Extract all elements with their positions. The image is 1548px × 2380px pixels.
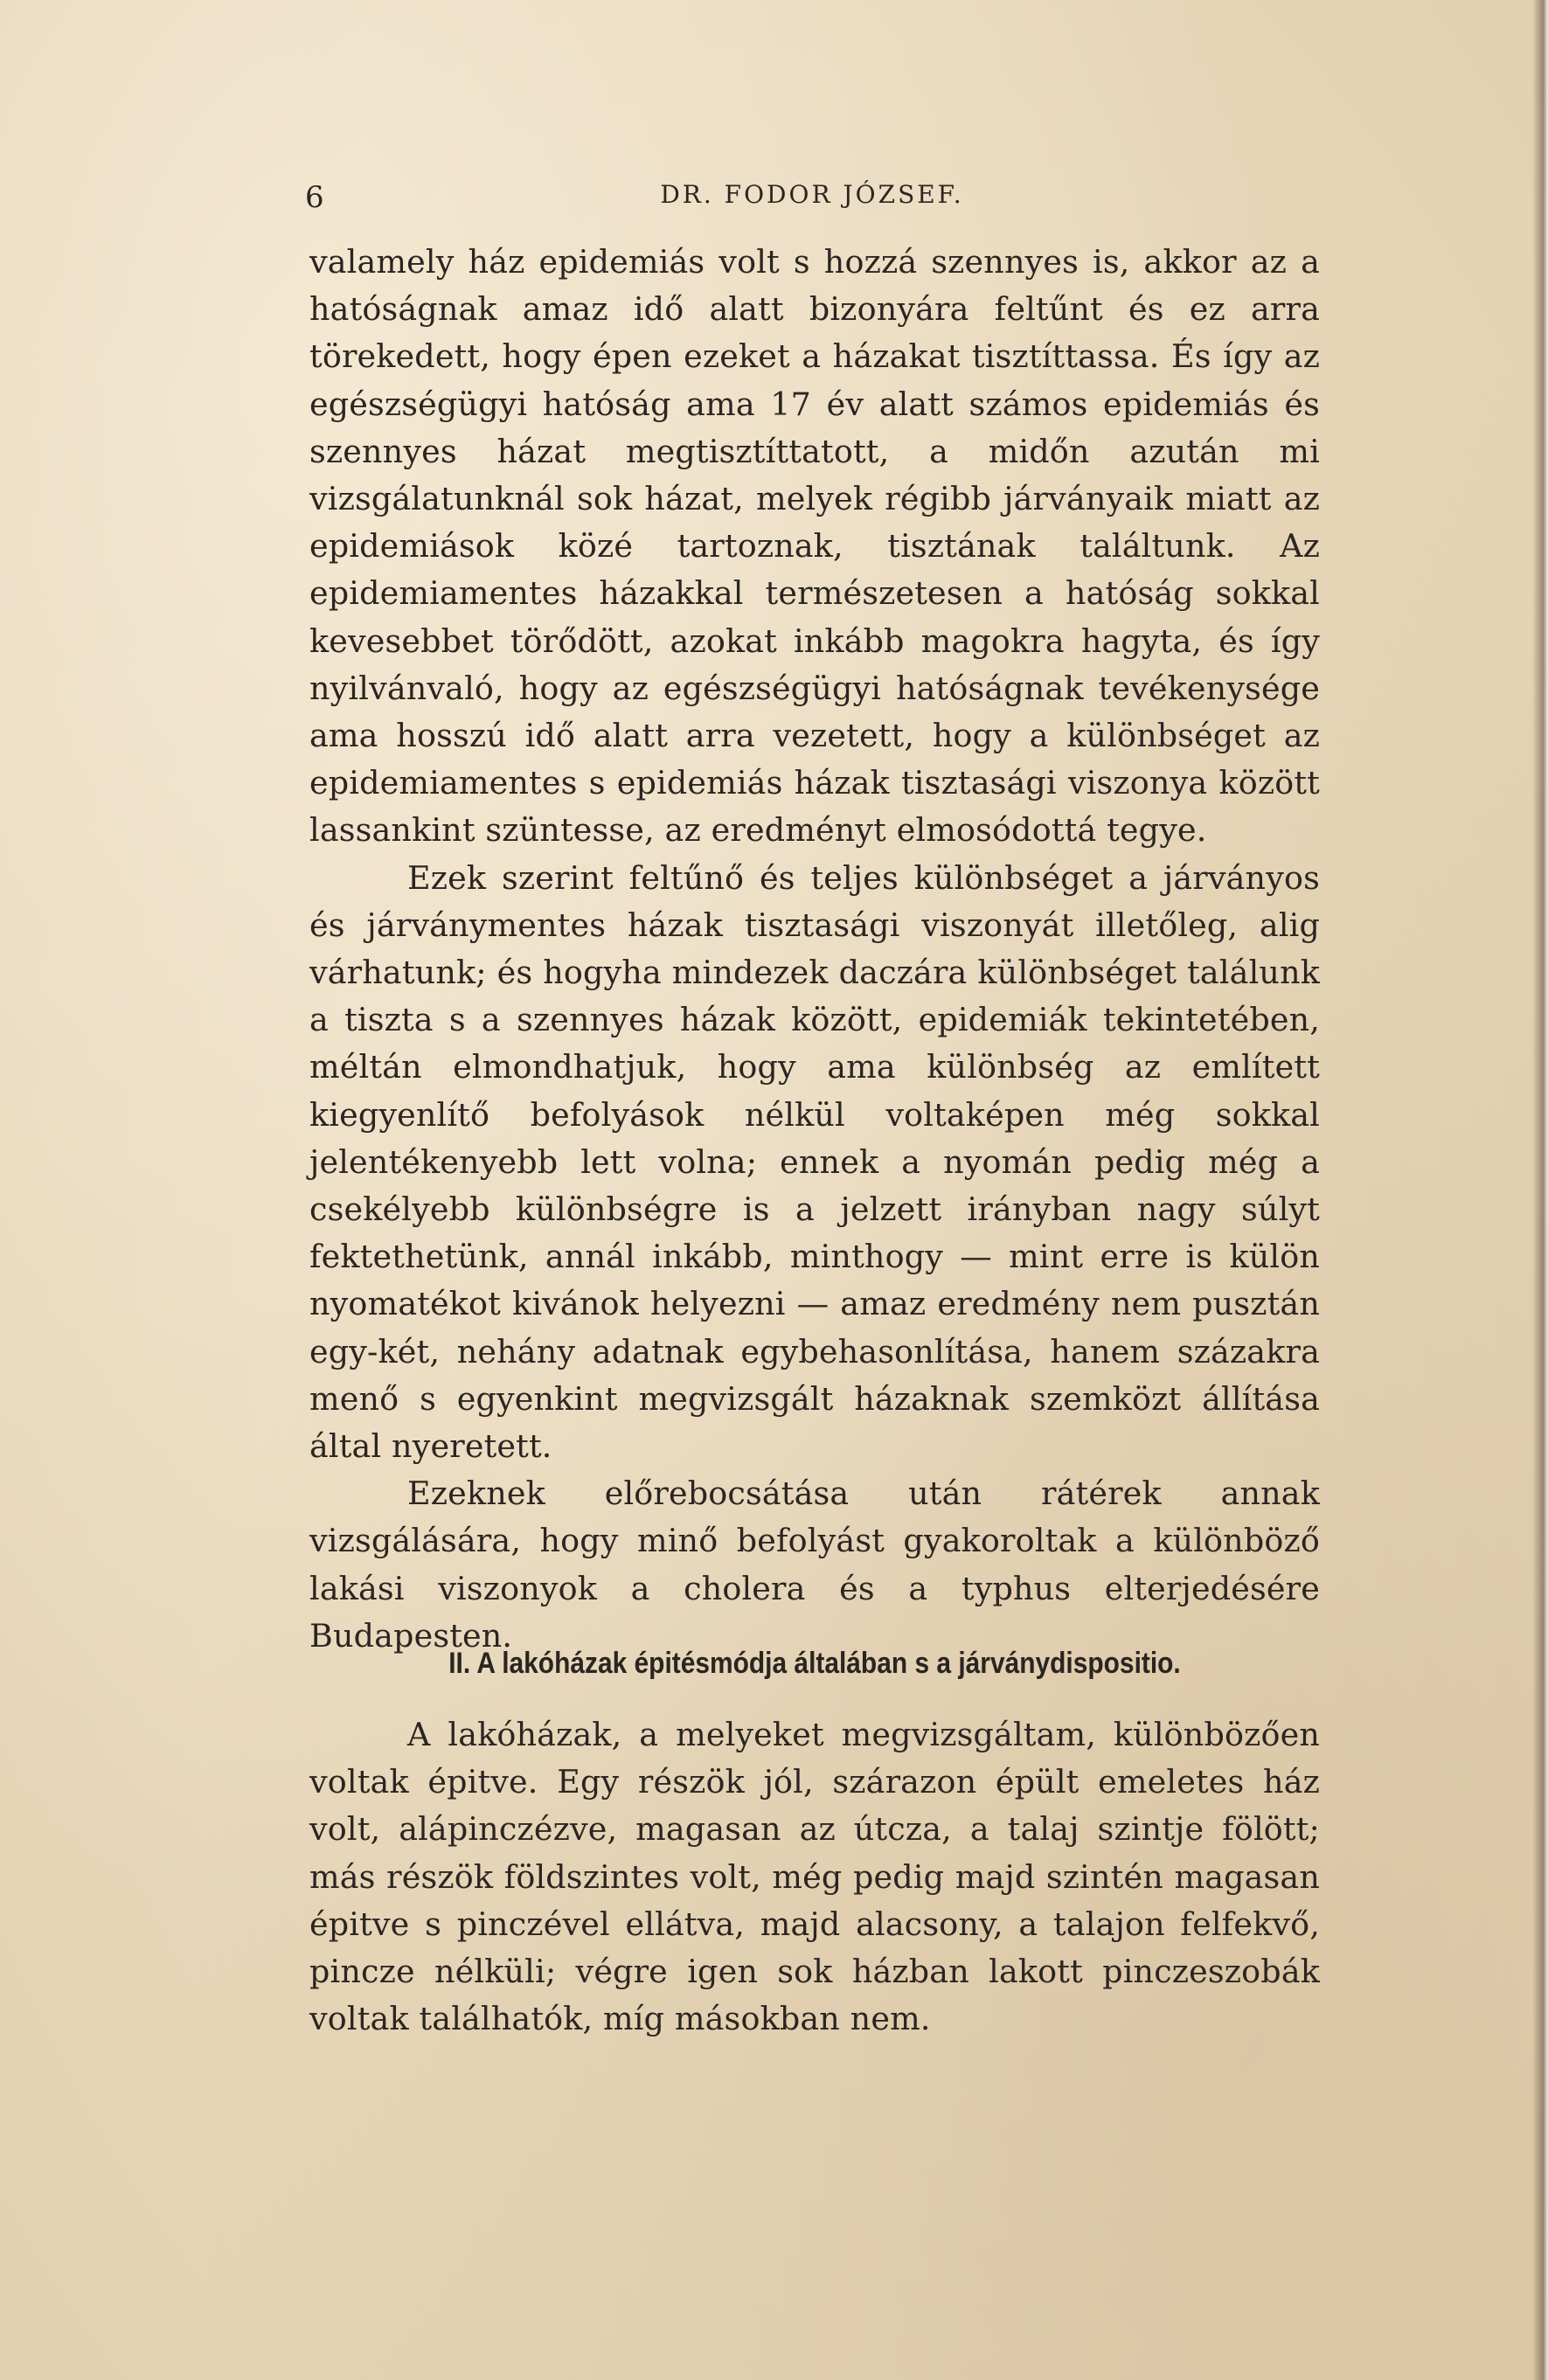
running-title: DR. FODOR JÓZSEF.: [660, 180, 964, 209]
section-heading: II. A lakóházak épitésmódja általában s a járványdispositio.: [448, 1647, 1181, 1680]
body-text-after-heading: [309, 1711, 1320, 2043]
page-edge-shadow: [1532, 0, 1548, 2380]
paragraph: Ezeknek előrebocsátása után rátérek annak vizsgálására, hogy minő befolyást gyakoroltak a különböző lakási viszonyok a cholera és a typhus elterjedésére Budapesten.: [309, 1474, 1320, 1655]
paragraph: valamely ház epidemiás volt s hozzá szennyes is, akkor az a hatóságnak amaz idő alatt bizonyára feltűnt és ez arra törekedett, hogy épen ezeket a házakat tisztíttassa. És így az egészségügyi hatóság ama 17 év alatt számos epidemiás és szennyes házat megtisztíttatott, a midőn azután mi vizsgálatunknál sok házat, melyek régibb járványaik miatt az epidemiások közé tartoznak, tisztának találtunk. Az epidemiamentes házakkal természetesen a hatóság sokkal kevesebbet törődött, azokat inkább magokra hagyta, és így nyilvánvaló, hogy az egészségügyi hatóságnak tevékenysége ama hosszú idő alatt arra vezetett, hogy a különbséget az epidemiamentes s epidemiás házak tisztasági viszonya között lassankint szüntesse, az eredményt elmosódottá tegye.: [309, 243, 1320, 850]
running-head: [305, 173, 1317, 226]
paragraph: Ezek szerint feltűnő és teljes különbséget a járványos és járványmentes házak tisztasági viszonyát illetőleg, alig várhatunk; és hogyha mindezek daczára különbséget találunk a tiszta s a szennyes házak között, epidemiák tekintetében, méltán elmondhatjuk, hogy ama különbség az említett kiegyenlítő befolyások nélkül voltaképen még sokkal jelentékenyebb lett volna; ennek a nyomán pedig még a csekélyebb különbségre is a jelzett irányban nagy súlyt fektethetünk, annál inkább, minthogy — mint erre is külön nyomatékot kivánok helyezni — amaz eredmény nem pusztán egy-két, nehány adatnak egybehasonlítása, hanem százakra menő s egyenkint megvizsgált házaknak szemközt állítása által nyeretett.: [309, 858, 1320, 1466]
paragraph: A lakóházak, a melyeket megvizsgáltam, különbözően voltak épitve. Egy részök jól, szárazon épült emeletes ház volt, alápinczézve, magasan az útcza, a talaj szintje fölött; más részök földszintes volt, még pedig majd szintén magasan épitve s pinczével ellátva, majd alacsony, a talajon felfekvő, pincze nélküli; végre igen sok házban lakott pinczeszobák voltak találhatók, míg másokban nem.: [309, 1716, 1320, 2038]
page-number: 6: [305, 180, 325, 215]
body-text-before-heading: [309, 239, 1320, 1660]
